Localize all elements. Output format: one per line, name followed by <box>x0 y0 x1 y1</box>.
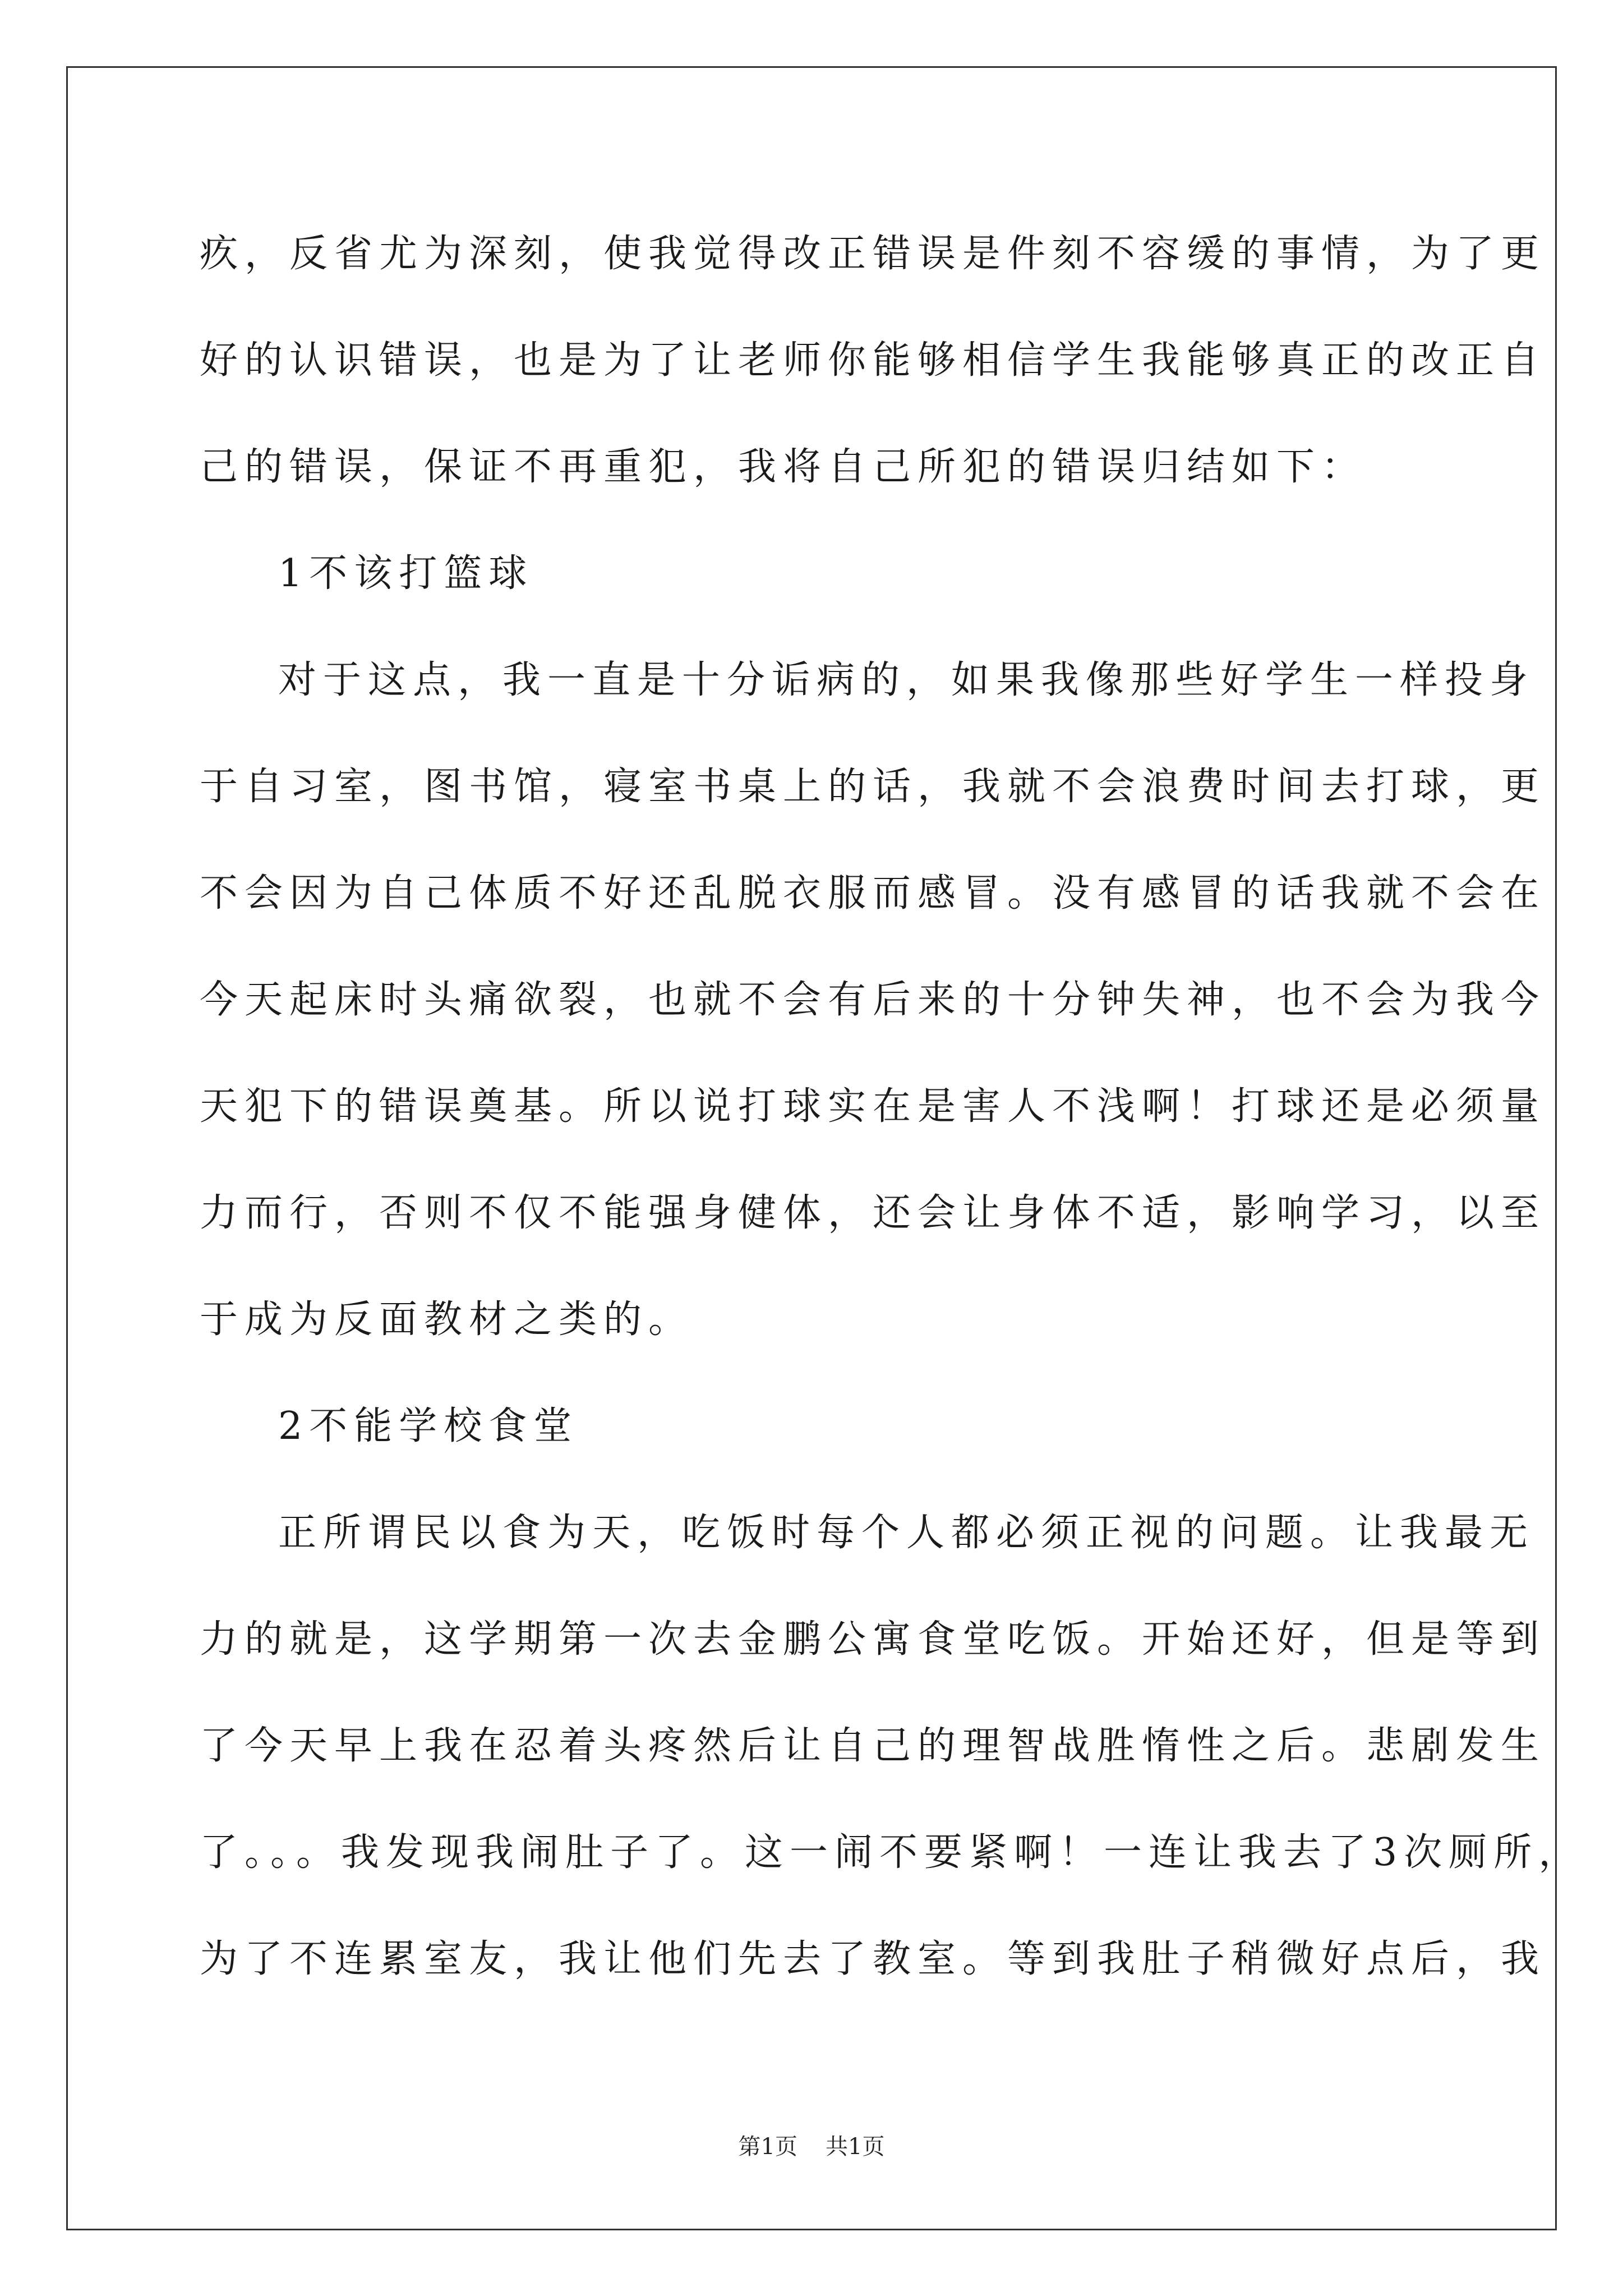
text-line: 为了不连累室友，我让他们先去了教室。等到我肚子稍微好点后，我 <box>200 1937 1546 1981</box>
text-line: 于成为反面教材之类的。 <box>200 1297 694 1342</box>
document-body <box>200 201 1584 2013</box>
text-line: 力的就是，这学期第一次去金鹏公寓食堂吃饭。开始还好，但是等到 <box>200 1617 1546 1662</box>
text-line: 疚，反省尤为深刻，使我觉得改正错误是件刻不容缓的事情，为了更 <box>200 232 1546 276</box>
text-line: 天犯下的错误奠基。所以说打球实在是害人不浅啊！打球还是必须量 <box>200 1084 1546 1129</box>
text-line: 不会因为自己体质不好还乱脱衣服而感冒。没有感冒的话我就不会在 <box>200 871 1546 915</box>
section-heading: 2不能学校食堂 <box>278 1404 579 1448</box>
text-line: 了。。。我发现我闹肚子了。这一闹不要紧啊！一连让我去了3次厕所， <box>200 1830 1584 1875</box>
section-heading: 1不该打篮球 <box>278 551 534 596</box>
text-line: 了今天早上我在忍着头疼然后让自己的理智战胜惰性之后。悲剧发生 <box>200 1724 1546 1768</box>
page-total: 共1页 <box>826 2134 885 2160</box>
text-line: 于自习室，图书馆，寝室书桌上的话，我就不会浪费时间去打球，更 <box>200 765 1546 809</box>
text-line: 力而行，否则不仅不能强身健体，还会让身体不适，影响学习，以至 <box>200 1191 1546 1235</box>
text-line: 好的认识错误，也是为了让老师你能够相信学生我能够真正的改正自 <box>200 338 1546 383</box>
text-line: 今天起床时头痛欲裂，也就不会有后来的十分钟失神，也不会为我今 <box>200 978 1546 1022</box>
page-number: 第1页 <box>738 2134 797 2160</box>
page-footer <box>0 2129 1623 2161</box>
paragraph-first-line: 对于这点，我一直是十分诟病的，如果我像那些好学生一样投身 <box>278 658 1535 702</box>
text-line: 己的错误，保证不再重犯，我将自己所犯的错误归结如下： <box>200 445 1367 489</box>
paragraph-first-line: 正所谓民以食为天，吃饭时每个人都必须正视的问题。让我最无 <box>278 1511 1535 1555</box>
